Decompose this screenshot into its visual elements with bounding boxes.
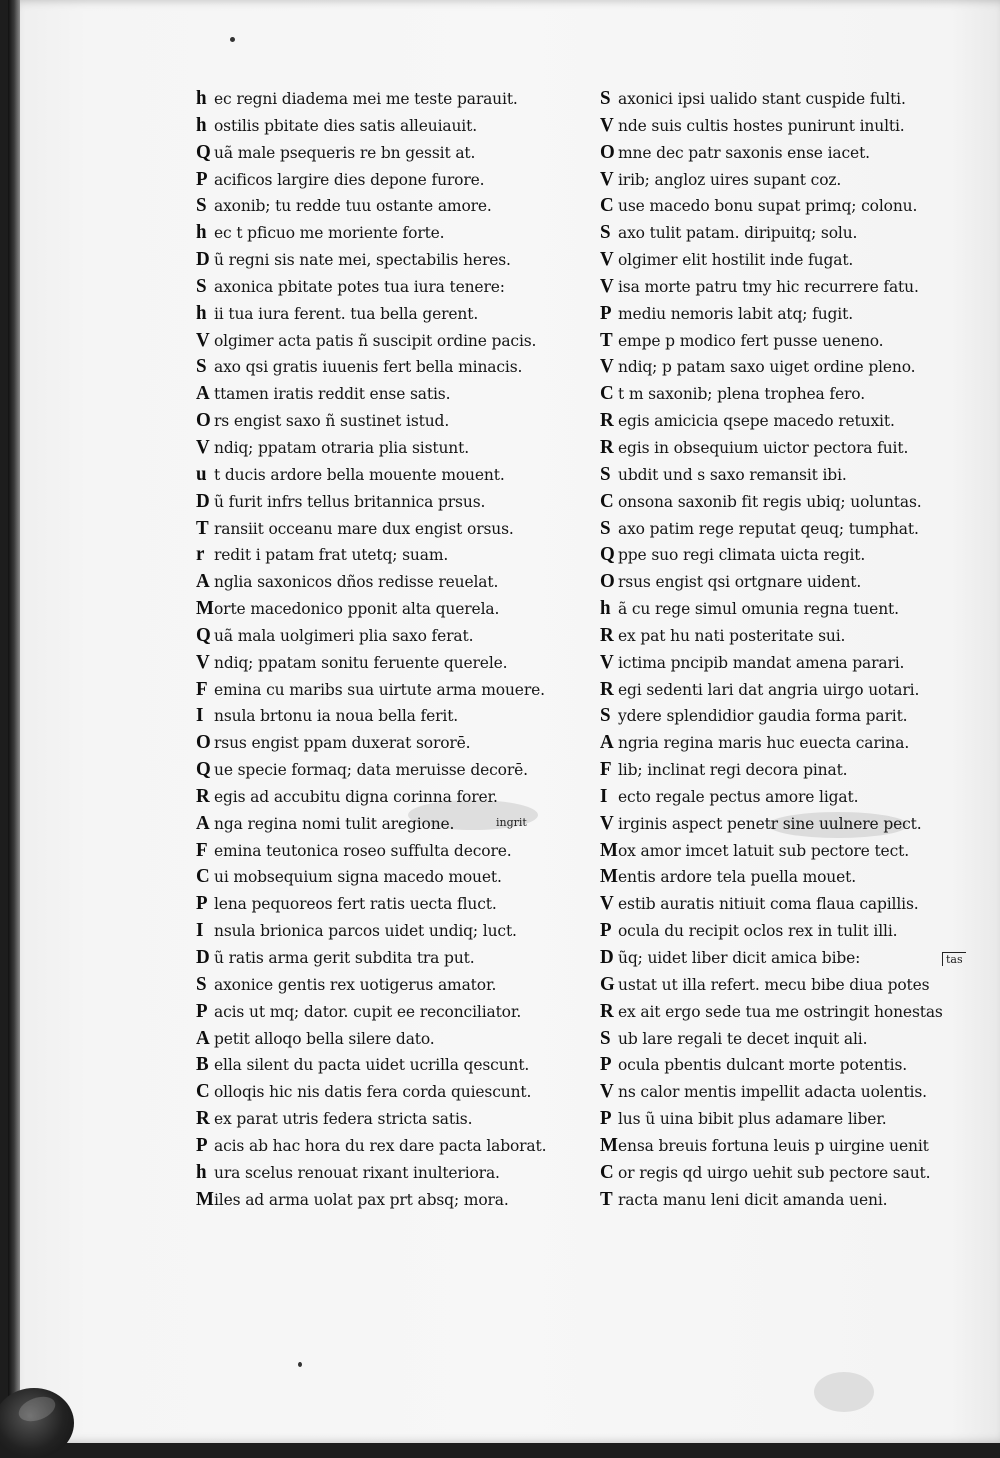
verse-initial: Q bbox=[600, 543, 615, 566]
verse-text: orte macedonico pponit alta querela. bbox=[214, 599, 500, 619]
verse-line bbox=[600, 569, 980, 597]
verse-line bbox=[196, 649, 596, 677]
verse-line bbox=[196, 944, 596, 972]
verse-initial: A bbox=[196, 812, 210, 835]
verse-text: ustat ut illa refert. mecu bibe diua potes bbox=[618, 975, 930, 995]
verse-text: ndiq; ppatam sonitu feruente querele. bbox=[214, 653, 508, 673]
verse-text: lib; inclinat regi decora pinat. bbox=[618, 760, 848, 780]
verse-initial: V bbox=[600, 248, 614, 271]
verse-line bbox=[196, 1105, 596, 1133]
verse-line bbox=[196, 1186, 596, 1214]
verse-text: emina cu maribs sua uirtute arma mouere. bbox=[214, 680, 545, 699]
verse-line bbox=[196, 864, 596, 892]
verse-text: ox amor imcet latuit sub pectore tect. bbox=[618, 841, 909, 861]
verse-line bbox=[600, 1052, 980, 1080]
verse-line bbox=[600, 327, 980, 355]
verse-line bbox=[600, 220, 980, 248]
verse-text: ũ regni sis nate mei, spectabilis heres. bbox=[214, 250, 511, 270]
verse-text: ũ ratis arma gerit subdita tra put. bbox=[214, 948, 475, 968]
verse-text: use macedo bonu supat primq; colonu. bbox=[618, 196, 918, 216]
verse-initial: S bbox=[600, 463, 611, 486]
verse-text: ex pat hu nati posteritate sui. bbox=[618, 626, 846, 646]
verse-line bbox=[196, 837, 596, 865]
interlinear-gloss: ingrit bbox=[496, 816, 527, 829]
right-column bbox=[600, 86, 980, 1213]
verse-text: lena pequoreos fert ratis uecta fluct. bbox=[214, 894, 497, 914]
verse-line bbox=[196, 112, 596, 140]
verse-line bbox=[196, 971, 596, 999]
verse-line bbox=[196, 595, 596, 623]
verse-initial: C bbox=[600, 194, 614, 217]
verse-initial: Q bbox=[196, 624, 211, 647]
verse-initial: P bbox=[600, 1053, 612, 1076]
verse-line bbox=[600, 85, 980, 113]
verse-text: egis amicicia qsepe macedo retuxit. bbox=[618, 411, 895, 431]
verse-text: empe p modico fert pusse ueneno. bbox=[618, 331, 884, 351]
verse-text: ocula du recipit oclos rex in tulit illi. bbox=[618, 921, 898, 941]
verse-line bbox=[196, 434, 596, 462]
verse-text: rsus engist ppam duxerat sororē. bbox=[214, 733, 471, 753]
verse-initial: S bbox=[196, 973, 207, 996]
manuscript-page bbox=[8, 0, 1000, 1443]
verse-initial: R bbox=[600, 409, 614, 432]
verse-initial: S bbox=[600, 87, 611, 110]
verse-line bbox=[600, 1079, 980, 1107]
verse-initial: I bbox=[600, 785, 608, 808]
verse-initial: P bbox=[600, 919, 612, 942]
verse-line bbox=[600, 756, 980, 784]
verse-line bbox=[196, 139, 596, 167]
verse-line bbox=[600, 515, 980, 543]
verse-line bbox=[600, 944, 980, 972]
verse-text: ec regni diadema mei me teste parauit. bbox=[214, 89, 518, 109]
verse-line bbox=[196, 622, 596, 650]
verse-text: rs engist saxo ñ sustinet istud. bbox=[214, 411, 450, 431]
verse-text: axo qsi gratis iuuenis fert bella minacis. bbox=[214, 357, 523, 377]
verse-text: redit i patam frat utetq; suam. bbox=[214, 545, 449, 565]
verse-text: isa morte patru tmy hic recurrere fatu. bbox=[618, 277, 919, 297]
verse-initial: M bbox=[196, 1188, 214, 1211]
verse-text: nglia saxonicos dños redisse reuelat. bbox=[214, 572, 499, 592]
ink-dot bbox=[298, 1362, 302, 1367]
verse-line bbox=[196, 193, 596, 221]
verse-initial: D bbox=[600, 946, 614, 969]
verse-text: ex parat utris federa stricta satis. bbox=[214, 1109, 473, 1129]
verse-initial: M bbox=[196, 597, 214, 620]
verse-initial: h bbox=[196, 114, 207, 137]
verse-line bbox=[196, 703, 596, 731]
verse-line bbox=[600, 112, 980, 140]
verse-text: ũ furit infrs tellus britannica prsus. bbox=[214, 492, 486, 512]
verse-line bbox=[196, 407, 596, 435]
verse-initial: M bbox=[600, 1134, 618, 1157]
verse-line bbox=[600, 273, 980, 301]
verse-line bbox=[600, 166, 980, 194]
verse-text: ex ait ergo sede tua me ostringit honestas bbox=[618, 1002, 943, 1022]
verse-initial: S bbox=[196, 355, 207, 378]
verse-line bbox=[600, 542, 980, 570]
verse-initial: S bbox=[600, 221, 611, 244]
verse-text: or regis qd uirgo uehit sub pectore saut. bbox=[618, 1163, 931, 1183]
verse-text: ndiq; p patam saxo uiget ordine pleno. bbox=[618, 357, 916, 377]
verse-initial: P bbox=[196, 1134, 208, 1157]
verse-text: olgimer acta patis ñ suscipit ordine pacis. bbox=[214, 331, 537, 351]
verse-initial: S bbox=[196, 194, 207, 217]
verse-line bbox=[196, 273, 596, 301]
verse-line bbox=[600, 810, 980, 838]
verse-line bbox=[600, 407, 980, 435]
verse-initial: D bbox=[196, 248, 210, 271]
verse-initial: h bbox=[600, 597, 611, 620]
verse-line bbox=[600, 730, 980, 758]
verse-initial: R bbox=[600, 624, 614, 647]
verse-text: ella silent du pacta uidet ucrilla qescunt. bbox=[214, 1055, 530, 1075]
verse-initial: O bbox=[600, 141, 615, 164]
verse-initial: R bbox=[196, 1107, 210, 1130]
verse-text: ii tua iura ferent. tua bella gerent. bbox=[214, 304, 479, 324]
verse-initial: F bbox=[196, 677, 208, 701]
verse-line bbox=[600, 461, 980, 489]
verse-initial: V bbox=[600, 355, 614, 378]
verse-line bbox=[196, 998, 596, 1026]
verse-initial: D bbox=[196, 946, 210, 969]
verse-text: egis ad accubitu digna corinna forer. bbox=[214, 787, 498, 807]
verse-line bbox=[600, 891, 980, 919]
verse-line bbox=[196, 676, 596, 704]
verse-initial: V bbox=[600, 651, 614, 674]
margin-note: tas bbox=[942, 952, 966, 966]
verse-text: ictima pncipib mandat amena parari. bbox=[618, 653, 905, 673]
verse-text: ransiit occeanu mare dux engist orsus. bbox=[214, 519, 514, 538]
verse-initial: M bbox=[600, 839, 618, 862]
verse-initial: R bbox=[600, 1000, 614, 1023]
verse-text: acis ut mq; dator. cupit ee reconciliator. bbox=[214, 1002, 522, 1022]
verse-initial: C bbox=[600, 382, 614, 405]
verse-initial: R bbox=[600, 436, 614, 459]
verse-line bbox=[600, 381, 980, 409]
verse-initial: T bbox=[196, 516, 209, 539]
verse-line bbox=[196, 246, 596, 274]
verse-line bbox=[196, 730, 596, 758]
verse-initial: R bbox=[196, 785, 210, 808]
verse-initial: h bbox=[196, 302, 207, 325]
verse-line bbox=[196, 810, 596, 838]
verse-text: uã mala uolgimeri plia saxo ferat. bbox=[214, 626, 474, 646]
verse-line bbox=[600, 837, 980, 865]
verse-initial: P bbox=[600, 302, 612, 325]
verse-text: nsula brionica parcos uidet undiq; luct. bbox=[214, 921, 517, 941]
verse-initial: I bbox=[196, 919, 204, 942]
binding-edge bbox=[8, 0, 20, 1443]
verse-text: egis in obsequium uictor pectora fuit. bbox=[618, 438, 909, 458]
verse-initial: r bbox=[196, 543, 205, 566]
verse-text: t m saxonib; plena trophea fero. bbox=[618, 384, 865, 404]
verse-text: iles ad arma uolat pax prt absq; mora. bbox=[214, 1190, 509, 1210]
verse-initial: O bbox=[196, 731, 211, 754]
ink-dot bbox=[230, 37, 235, 42]
verse-line bbox=[600, 488, 980, 516]
verse-line bbox=[196, 488, 596, 516]
verse-initial: Q bbox=[196, 141, 211, 164]
verse-initial: B bbox=[196, 1053, 209, 1076]
verse-initial: h bbox=[196, 87, 207, 110]
verse-initial: R bbox=[600, 677, 614, 701]
verse-text: petit alloqo bella silere dato. bbox=[214, 1029, 435, 1048]
verse-line bbox=[196, 327, 596, 355]
verse-text: ocula pbentis dulcant morte potentis. bbox=[618, 1055, 908, 1075]
verse-initial: P bbox=[196, 167, 208, 191]
verse-line bbox=[600, 434, 980, 462]
verse-text: axonice gentis rex uotigerus amator. bbox=[214, 975, 497, 995]
verse-initial: V bbox=[196, 436, 210, 459]
verse-line bbox=[600, 354, 980, 382]
verse-text: olloqis hic nis datis fera corda quiescunt. bbox=[214, 1082, 532, 1102]
verse-initial: V bbox=[196, 651, 210, 674]
verse-line bbox=[196, 515, 596, 543]
verse-text: axo tulit patam. diripuitq; solu. bbox=[618, 223, 858, 243]
verse-line bbox=[600, 595, 980, 623]
verse-initial: V bbox=[600, 167, 614, 191]
verse-line bbox=[196, 1025, 596, 1053]
verse-line bbox=[600, 917, 980, 945]
verse-line bbox=[600, 971, 980, 999]
verse-text: ensa breuis fortuna leuis p uirgine uenit bbox=[618, 1136, 929, 1156]
verse-text: ec t pficuo me moriente forte. bbox=[214, 223, 445, 243]
verse-text: ostilis pbitate dies satis alleuiauit. bbox=[214, 116, 477, 136]
verse-text: nsula brtonu ia noua bella ferit. bbox=[214, 706, 459, 726]
verse-line bbox=[600, 193, 980, 221]
verse-line bbox=[196, 1132, 596, 1160]
verse-text: rsus engist qsi ortgnare uident. bbox=[618, 572, 862, 592]
verse-line bbox=[196, 85, 596, 113]
verse-line bbox=[196, 1079, 596, 1107]
verse-text: mediu nemoris labit atq; fugit. bbox=[618, 304, 853, 324]
verse-line bbox=[600, 864, 980, 892]
verse-line bbox=[196, 461, 596, 489]
verse-text: ui mobsequium signa macedo mouet. bbox=[214, 867, 502, 887]
left-column bbox=[196, 86, 596, 1213]
verse-initial: P bbox=[600, 1107, 612, 1130]
verse-text: axo patim rege reputat qeuq; tumphat. bbox=[618, 519, 919, 538]
verse-text: uã male psequeris re bn gessit at. bbox=[214, 143, 476, 163]
verse-text: axonica pbitate potes tua iura tenere: bbox=[214, 277, 505, 297]
verse-text: mne dec patr saxonis ense iacet. bbox=[618, 143, 870, 163]
verse-text: egi sedenti lari dat angria uirgo uotari. bbox=[618, 680, 920, 699]
verse-text: ubdit und s saxo remansit ibi. bbox=[618, 465, 847, 485]
verse-initial: V bbox=[600, 812, 614, 835]
verse-initial: Q bbox=[196, 758, 211, 781]
verse-text: emina teutonica roseo suffulta decore. bbox=[214, 841, 512, 861]
verse-initial: V bbox=[196, 329, 210, 352]
verse-initial: C bbox=[196, 1080, 210, 1103]
verse-text: axonib; tu redde tuu ostante amore. bbox=[214, 196, 492, 216]
verse-line bbox=[600, 649, 980, 677]
verse-text: irginis aspect penetr sine uulnere pect. bbox=[618, 814, 922, 834]
verse-text: onsona saxonib fit regis ubiq; uoluntas. bbox=[618, 492, 922, 512]
verse-line bbox=[600, 1132, 980, 1160]
verse-text: acificos largire dies depone furore. bbox=[214, 170, 485, 189]
verse-line bbox=[600, 246, 980, 274]
verse-text: estib auratis nitiuit coma flaua capillis. bbox=[618, 894, 919, 914]
verse-line bbox=[600, 783, 980, 811]
verse-initial: V bbox=[600, 114, 614, 137]
verse-initial: C bbox=[196, 865, 210, 888]
verse-line bbox=[196, 783, 596, 811]
verse-line bbox=[196, 1052, 596, 1080]
verse-text: ecto regale pectus amore ligat. bbox=[618, 787, 859, 807]
verse-line bbox=[600, 676, 980, 704]
verse-text: olgimer elit hostilit inde fugat. bbox=[618, 250, 854, 270]
verse-line bbox=[196, 569, 596, 597]
verse-line bbox=[600, 1025, 980, 1053]
verse-text: t ducis ardore bella mouente mouent. bbox=[214, 465, 505, 485]
verse-text: lus ũ uina bibit plus adamare liber. bbox=[618, 1109, 887, 1129]
verse-line bbox=[196, 354, 596, 382]
verse-line bbox=[196, 381, 596, 409]
verse-line bbox=[196, 542, 596, 570]
verse-line bbox=[196, 1159, 596, 1187]
verse-initial: O bbox=[196, 409, 211, 432]
verse-initial: C bbox=[600, 490, 614, 513]
verse-line bbox=[600, 1105, 980, 1133]
verse-line bbox=[600, 1186, 980, 1214]
verse-line bbox=[600, 998, 980, 1026]
verse-initial: O bbox=[600, 570, 615, 593]
verse-initial: S bbox=[600, 516, 611, 539]
verse-initial: h bbox=[196, 1161, 207, 1184]
verse-text: nde suis cultis hostes punirunt inulti. bbox=[618, 116, 905, 136]
verse-line bbox=[600, 300, 980, 328]
verse-initial: S bbox=[196, 275, 207, 298]
verse-line bbox=[196, 300, 596, 328]
verse-initial: P bbox=[196, 1000, 208, 1023]
verse-initial: S bbox=[600, 704, 611, 727]
verse-initial: A bbox=[600, 731, 614, 754]
verse-line bbox=[196, 917, 596, 945]
verse-initial: M bbox=[600, 865, 618, 888]
verse-line bbox=[196, 756, 596, 784]
verse-line bbox=[196, 891, 596, 919]
verse-initial: h bbox=[196, 221, 207, 244]
verse-text: irib; angloz uires supant coz. bbox=[618, 170, 842, 189]
verse-line bbox=[196, 220, 596, 248]
verse-initial: F bbox=[196, 839, 208, 862]
verse-line bbox=[600, 703, 980, 731]
verse-text: nga regina nomi tulit aregione. bbox=[214, 814, 455, 834]
verse-text: ngria regina maris huc euecta carina. bbox=[618, 733, 910, 753]
verse-initial: V bbox=[600, 892, 614, 915]
verse-text: ã cu rege simul omunia regna tuent. bbox=[618, 599, 899, 619]
verse-text: ydere splendidior gaudia forma parit. bbox=[618, 706, 908, 726]
verse-text: ndiq; ppatam otraria plia sistunt. bbox=[214, 438, 469, 458]
verse-initial: A bbox=[196, 570, 210, 593]
verse-text: axonici ipsi ualido stant cuspide fulti. bbox=[618, 89, 906, 109]
verse-text: ns calor mentis impellit adacta uolentis. bbox=[618, 1082, 927, 1102]
verse-initial: I bbox=[196, 704, 204, 727]
verse-text: entis ardore tela puella mouet. bbox=[618, 867, 857, 887]
verse-text: ura scelus renouat rixant inulteriora. bbox=[214, 1163, 500, 1183]
verse-text: ppe suo regi climata uicta regit. bbox=[618, 545, 866, 565]
verse-initial: A bbox=[196, 1026, 210, 1050]
verse-initial: A bbox=[196, 382, 210, 405]
verse-initial: D bbox=[196, 490, 210, 513]
verse-initial: P bbox=[196, 892, 208, 915]
verse-text: ub lare regali te decet inquit ali. bbox=[618, 1029, 868, 1048]
verse-line bbox=[600, 1159, 980, 1187]
verse-line bbox=[600, 622, 980, 650]
verse-initial: C bbox=[600, 1161, 614, 1184]
verse-text: racta manu leni dicit amanda ueni. bbox=[618, 1190, 888, 1210]
stain bbox=[814, 1372, 874, 1412]
verse-initial: V bbox=[600, 1080, 614, 1103]
verse-line bbox=[600, 139, 980, 167]
verse-text: acis ab hac hora du rex dare pacta laborat. bbox=[214, 1136, 547, 1156]
verse-initial: V bbox=[600, 275, 614, 298]
verse-initial: S bbox=[600, 1026, 611, 1050]
verse-text: ũq; uidet liber dicit amica bibe: bbox=[618, 948, 861, 968]
verse-text: ttamen iratis reddit ense satis. bbox=[214, 384, 451, 404]
verse-initial: F bbox=[600, 758, 612, 781]
verse-line bbox=[196, 166, 596, 194]
verse-text: ue specie formaq; data meruisse decorē. bbox=[214, 760, 528, 780]
verse-initial: G bbox=[600, 973, 615, 996]
verse-initial: T bbox=[600, 329, 613, 352]
verse-initial: u bbox=[196, 463, 207, 486]
verse-initial: T bbox=[600, 1188, 613, 1211]
